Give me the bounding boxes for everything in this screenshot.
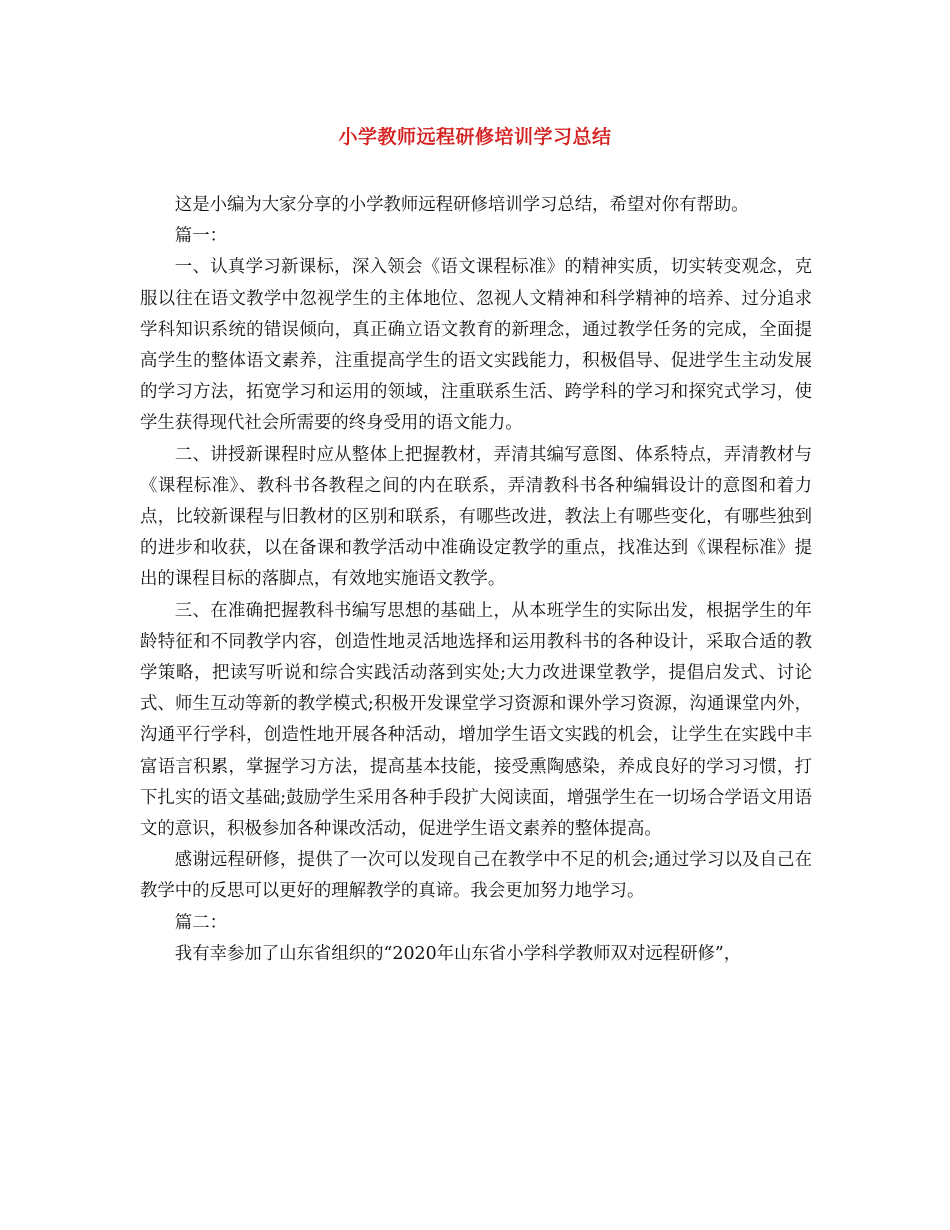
paragraph-part-two-intro: 我有幸参加了山东省组织的“2020年山东省小学科学教师双对远程研修”， bbox=[174, 943, 742, 964]
document-body bbox=[140, 190, 812, 970]
document-title: 小学教师远程研修培训学习总结 bbox=[338, 126, 612, 148]
paragraph-point-two: 二、讲授新课程时应从整体上把握教材，弄清其编写意图、体系特点，弄清教材与《课程标准》、教科书各教程之间的内在联系，弄清教科书各种编辑设计的意图和着力点，比较新课程与旧教材的区别和联系，有哪些改进，教法上有哪些变化，有哪些独到的进步和收获，以在备课和教学活动中准确设定教学的重点，找准达到《课程标准》提出的课程目标的落脚点，有效地实施语文教学。 bbox=[140, 444, 812, 590]
paragraph-point-one: 一、认真学习新课标，深入领会《语文课程标准》的精神实质，切实转变观念，克服以往在语文教学中忽视学生的主体地位、忽视人文精神和科学精神的培养、过分追求学科知识系统的错误倾向，真正确立语文教育的新理念，通过教学任务的完成，全面提高学生的整体语文素养，注重提高学生的语文实践能力，积极倡导、促进学生主动发展的学习方法，拓宽学习和运用的领域，注重联系生活、跨学科的学习和探究式学习，使学生获得现代社会所需要的终身受用的语文能力。 bbox=[140, 257, 812, 434]
section-heading-part-two: 篇二： bbox=[174, 912, 227, 933]
paragraph-intro: 这是小编为大家分享的小学教师远程研修培训学习总结，希望对你有帮助。 bbox=[174, 195, 749, 215]
section-heading-part-one: 篇一： bbox=[174, 226, 227, 247]
paragraph-thanks: 感谢远程研修，提供了一次可以发现自己在教学中不足的机会;通过学习以及自己在教学中的反思可以更好的理解教学的真谛。我会更加努力地学习。 bbox=[140, 850, 812, 902]
paragraph-point-three: 三、在准确把握教科书编写思想的基础上，从本班学生的实际出发，根据学生的年龄特征和不同教学内容，创造性地灵活地选择和运用教科书的各种设计，采取合适的教学策略，把读写听说和综合实践活动落到实处;大力改进课堂教学，提倡启发式、讨论式、师生互动等新的教学模式;积极开发课堂学习资源和课外学习资源，沟通课堂内外，沟通平行学科，创造性地开展各种活动，增加学生语文实践的机会，让学生在实践中丰富语言积累，掌握学习方法，提高基本技能，接受熏陶感染，养成良好的学习习惯，打下扎实的语文基础;鼓励学生采用各种手段扩大阅读面，增强学生在一切场合学语文用语文的意识，积极参加各种课改活动，促进学生语文素养的整体提高。 bbox=[140, 600, 812, 840]
